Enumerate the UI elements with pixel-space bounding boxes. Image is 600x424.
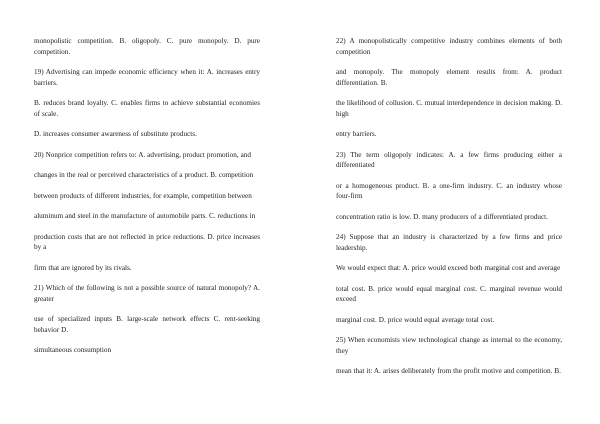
paragraph: 19) Advertising can impede economic efficiency when it: A. increases entry barriers.: [34, 68, 260, 87]
paragraph: 22) A monopolistically competitive industry combines elements of both competition: [336, 37, 562, 56]
paragraph: B. reduces brand loyalty. C. enables firms to achieve substantial economies of scale.: [34, 99, 260, 118]
paragraph: production costs that are not reflected in price reductions. D. price increases by a: [34, 232, 260, 251]
paragraph: the likelihood of collusion. C. mutual interdependence in decision making. D. high: [336, 99, 562, 118]
paragraph: 21) Which of the following is not a possible source of natural monopoly? A. greater: [34, 284, 260, 303]
paragraph: mean that it: A. arises deliberately from the profit motive and competition. B.: [336, 367, 561, 375]
paragraph: 24) Suppose that an industry is characterized by a few firms and price leadership.: [336, 233, 562, 252]
paragraph: firm that are ignored by its rivals.: [34, 263, 132, 272]
right-column: [336, 36, 562, 387]
paragraph: use of specialized inputs B. large-scale network effects C. rent-seeking behavior D.: [34, 315, 260, 334]
paragraph: D. increases consumer awareness of substitute products.: [34, 130, 197, 138]
paragraph: between products of different industries, for example, competition between: [34, 191, 252, 200]
paragraph: aluminum and steel in the manufacture of automobile parts. C. reductions in: [34, 212, 256, 220]
paragraph: entry barriers.: [336, 130, 377, 138]
paragraph: changes in the real or perceived characteristics of a product. B. competition: [34, 171, 254, 179]
paragraph: or a homogeneous product. B. a one-firm industry. C. an industry whose four-firm: [336, 181, 562, 200]
paragraph: We would expect that: A. price would exceed both marginal cost and average: [336, 264, 561, 272]
paragraph: 23) The term oligopoly indicates: A. a few firms producing either a differentiated: [336, 150, 562, 169]
paragraph: concentration ratio is low. D. many producers of a differentiated product.: [336, 212, 548, 221]
paragraph: total cost. B. price would equal marginal cost. C. marginal revenue would exceed: [336, 284, 562, 303]
left-column: [34, 36, 260, 366]
paragraph: simultaneous consumption: [34, 346, 112, 354]
paragraph: 20) Nonprice competition refers to: A. advertising, product promotion, and: [34, 150, 251, 159]
paragraph: marginal cost. D. price would equal average total cost.: [336, 315, 495, 324]
paragraph: monopolistic competition. B. oligopoly. C. pure monopoly. D. pure competition.: [34, 37, 260, 56]
paragraph: 25) When economists view technological change as internal to the economy, they: [336, 336, 562, 355]
paragraph: and monopoly. The monopoly element results from: A. product differentiation. B.: [336, 68, 562, 87]
